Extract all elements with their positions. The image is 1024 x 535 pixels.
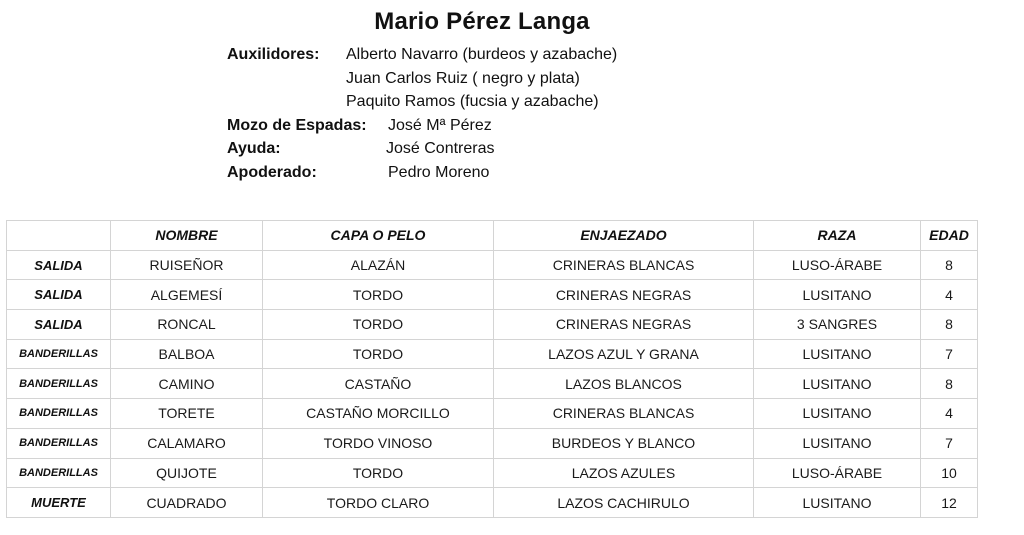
cell-nombre: QUIJOTE bbox=[111, 458, 263, 488]
cell-capa: TORDO bbox=[263, 339, 494, 369]
cell-edad: 12 bbox=[921, 488, 978, 518]
cell-nombre: RUISEÑOR bbox=[111, 250, 263, 280]
table-row bbox=[7, 369, 978, 399]
cell-capa: CASTAÑO bbox=[263, 369, 494, 399]
cell-edad: 8 bbox=[921, 369, 978, 399]
cell-enjaezado: LAZOS BLANCOS bbox=[494, 369, 754, 399]
cell-nombre: BALBOA bbox=[111, 339, 263, 369]
column-header-enjaezado: ENJAEZADO bbox=[494, 221, 754, 251]
row-label: BANDERILLAS bbox=[7, 428, 111, 458]
cell-enjaezado: CRINERAS BLANCAS bbox=[494, 399, 754, 429]
cell-raza: LUSITANO bbox=[754, 369, 921, 399]
cell-edad: 4 bbox=[921, 280, 978, 310]
cell-raza: LUSITANO bbox=[754, 280, 921, 310]
table-body bbox=[7, 250, 978, 517]
cell-enjaezado: CRINERAS NEGRAS bbox=[494, 310, 754, 340]
column-header-nombre: NOMBRE bbox=[111, 221, 263, 251]
cell-edad: 4 bbox=[921, 399, 978, 429]
row-label: MUERTE bbox=[7, 488, 111, 518]
apoderado-label: Apoderado: bbox=[227, 163, 317, 181]
cell-capa: CASTAÑO MORCILLO bbox=[263, 399, 494, 429]
cell-raza: 3 SANGRES bbox=[754, 310, 921, 340]
cell-nombre: CAMINO bbox=[111, 369, 263, 399]
cell-capa: TORDO bbox=[263, 280, 494, 310]
column-header-capa: CAPA O PELO bbox=[263, 221, 494, 251]
cell-enjaezado: LAZOS AZUL Y GRANA bbox=[494, 339, 754, 369]
row-label: BANDERILLAS bbox=[7, 339, 111, 369]
cell-enjaezado: LAZOS CACHIRULO bbox=[494, 488, 754, 518]
auxiliador-3: Paquito Ramos (fucsia y azabache) bbox=[346, 93, 599, 110]
table-row bbox=[7, 399, 978, 429]
column-header-label bbox=[7, 221, 111, 251]
row-label: SALIDA bbox=[7, 310, 111, 340]
apoderado-value: Pedro Moreno bbox=[388, 163, 490, 181]
table-row bbox=[7, 488, 978, 518]
table-row bbox=[7, 339, 978, 369]
column-header-raza: RAZA bbox=[754, 221, 921, 251]
row-label: BANDERILLAS bbox=[7, 399, 111, 429]
horses-table bbox=[6, 220, 978, 518]
auxiliadores-label: Auxilidores: bbox=[227, 46, 320, 63]
auxiliador-2: Juan Carlos Ruiz ( negro y plata) bbox=[346, 69, 580, 87]
cell-enjaezado: CRINERAS NEGRAS bbox=[494, 280, 754, 310]
cell-edad: 10 bbox=[921, 458, 978, 488]
cell-raza: LUSITANO bbox=[754, 428, 921, 458]
table-row bbox=[7, 428, 978, 458]
cell-capa: TORDO CLARO bbox=[263, 488, 494, 518]
cell-raza: LUSITANO bbox=[754, 399, 921, 429]
cell-enjaezado: CRINERAS BLANCAS bbox=[494, 250, 754, 280]
cell-raza: LUSITANO bbox=[754, 488, 921, 518]
cell-nombre: ALGEMESÍ bbox=[111, 280, 263, 310]
cell-enjaezado: BURDEOS Y BLANCO bbox=[494, 428, 754, 458]
mozo-value: José Mª Pérez bbox=[388, 116, 492, 134]
cell-edad: 7 bbox=[921, 428, 978, 458]
cell-capa: TORDO VINOSO bbox=[263, 428, 494, 458]
ayuda-label: Ayuda: bbox=[227, 140, 281, 157]
cell-nombre: RONCAL bbox=[111, 310, 263, 340]
table-row bbox=[7, 310, 978, 340]
cell-raza: LUSITANO bbox=[754, 339, 921, 369]
row-label: BANDERILLAS bbox=[7, 458, 111, 488]
cell-capa: TORDO bbox=[263, 458, 494, 488]
cell-nombre: TORETE bbox=[111, 399, 263, 429]
auxiliador-1: Alberto Navarro (burdeos y azabache) bbox=[346, 46, 618, 63]
cell-raza: LUSO-ÁRABE bbox=[754, 458, 921, 488]
cell-nombre: CUADRADO bbox=[111, 488, 263, 518]
column-header-edad: EDAD bbox=[921, 221, 978, 251]
cell-enjaezado: LAZOS AZULES bbox=[494, 458, 754, 488]
table-row bbox=[7, 280, 978, 310]
row-label: SALIDA bbox=[7, 250, 111, 280]
cell-nombre: CALAMARO bbox=[111, 428, 263, 458]
mozo-label: Mozo de Espadas: bbox=[227, 116, 367, 134]
cell-capa: TORDO bbox=[263, 310, 494, 340]
table-row bbox=[7, 250, 978, 280]
cell-capa: ALAZÁN bbox=[263, 250, 494, 280]
row-label: BANDERILLAS bbox=[7, 369, 111, 399]
cell-raza: LUSO-ÁRABE bbox=[754, 250, 921, 280]
table-row bbox=[7, 458, 978, 488]
cell-edad: 8 bbox=[921, 310, 978, 340]
cell-edad: 7 bbox=[921, 339, 978, 369]
cell-edad: 8 bbox=[921, 250, 978, 280]
page-title: Mario Pérez Langa bbox=[374, 8, 590, 35]
row-label: SALIDA bbox=[7, 280, 111, 310]
table-header-row bbox=[7, 221, 978, 251]
ayuda-value: José Contreras bbox=[386, 140, 495, 157]
